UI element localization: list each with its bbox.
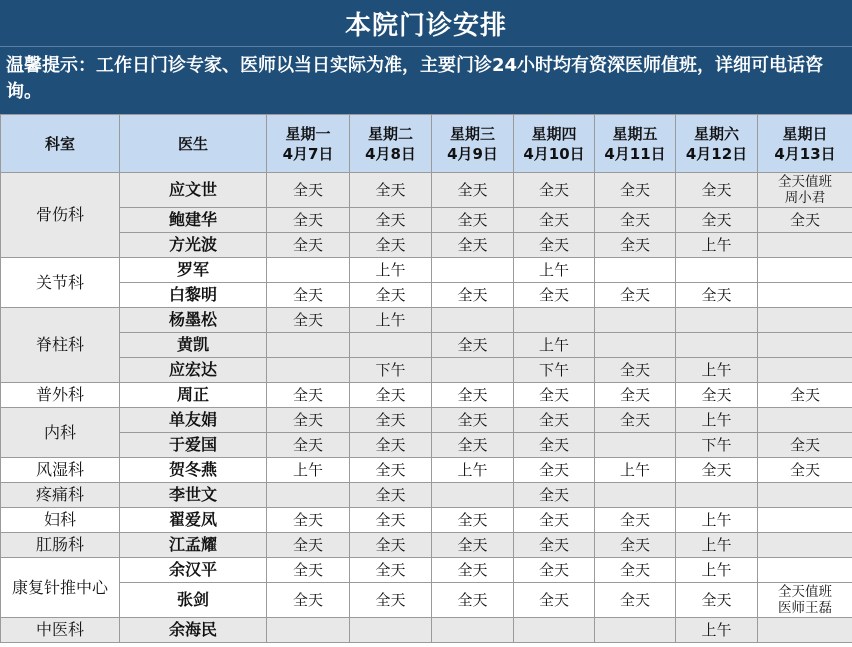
schedule-cell: 全天 xyxy=(350,408,432,433)
schedule-cell: 全天 xyxy=(595,283,676,308)
schedule-cell: 全天 xyxy=(267,283,350,308)
schedule-cell xyxy=(676,483,758,508)
schedule-cell-line: 医师王磊 xyxy=(778,600,832,616)
schedule-cell: 全天 xyxy=(758,458,852,483)
department-cell: 肛肠科 xyxy=(1,533,120,558)
schedule-cell: 全天 xyxy=(350,233,432,258)
schedule-cell: 全天 xyxy=(432,173,514,208)
schedule-cell: 上午 xyxy=(514,333,595,358)
header-day-tue xyxy=(350,115,432,173)
schedule-cell: 全天 xyxy=(432,233,514,258)
schedule-cell: 全天 xyxy=(514,508,595,533)
schedule-cell: 全天 xyxy=(350,458,432,483)
schedule-cell xyxy=(267,358,350,383)
schedule-cell xyxy=(758,583,852,618)
schedule-cell xyxy=(595,258,676,283)
schedule-cell: 上午 xyxy=(432,458,514,483)
department-cell: 普外科 xyxy=(1,383,120,408)
schedule-table xyxy=(0,114,852,643)
schedule-cell: 上午 xyxy=(676,508,758,533)
header-day-sun xyxy=(758,115,852,173)
schedule-cell: 上午 xyxy=(350,258,432,283)
schedule-cell xyxy=(676,258,758,283)
schedule-cell: 全天 xyxy=(267,408,350,433)
schedule-cell: 全天 xyxy=(514,233,595,258)
doctor-name-cell: 余汉平 xyxy=(120,558,267,583)
date-label: 4月12日 xyxy=(685,144,748,163)
table-row xyxy=(1,233,852,258)
schedule-cell xyxy=(758,483,852,508)
schedule-cell xyxy=(758,233,852,258)
schedule-cell xyxy=(595,618,676,643)
date-label: 4月9日 xyxy=(447,144,498,163)
table-row xyxy=(1,173,852,208)
schedule-cell-line: 全天值班 xyxy=(778,174,832,190)
table-row xyxy=(1,433,852,458)
schedule-cell: 全天 xyxy=(432,283,514,308)
schedule-cell xyxy=(350,333,432,358)
table-row xyxy=(1,408,852,433)
weekday-label: 星期六 xyxy=(693,124,739,143)
date-label: 4月11日 xyxy=(604,144,666,163)
schedule-cell: 全天 xyxy=(267,433,350,458)
table-row xyxy=(1,558,852,583)
schedule-cell: 全天 xyxy=(350,533,432,558)
schedule-cell: 全天 xyxy=(350,483,432,508)
doctor-name-cell: 黄凯 xyxy=(120,333,267,358)
schedule-cell xyxy=(432,483,514,508)
table-row xyxy=(1,283,852,308)
schedule-cell: 全天 xyxy=(758,208,852,233)
doctor-name-cell: 翟爱凤 xyxy=(120,508,267,533)
date-label: 4月13日 xyxy=(774,144,836,163)
schedule-cell: 全天 xyxy=(595,173,676,208)
schedule-cell: 全天 xyxy=(350,283,432,308)
schedule-cell: 全天 xyxy=(267,558,350,583)
schedule-cell: 全天 xyxy=(595,508,676,533)
schedule-cell xyxy=(514,618,595,643)
schedule-cell: 全天 xyxy=(514,408,595,433)
schedule-cell: 上午 xyxy=(676,408,758,433)
schedule-cell: 全天 xyxy=(514,433,595,458)
doctor-name-cell: 单友娟 xyxy=(120,408,267,433)
schedule-cell: 全天 xyxy=(267,233,350,258)
schedule-cell xyxy=(267,618,350,643)
doctor-name-cell: 鲍建华 xyxy=(120,208,267,233)
schedule-cell xyxy=(432,358,514,383)
schedule-cell: 全天 xyxy=(350,433,432,458)
schedule-cell: 全天 xyxy=(514,458,595,483)
department-cell: 风湿科 xyxy=(1,458,120,483)
table-row xyxy=(1,483,852,508)
schedule-cell: 全天 xyxy=(267,383,350,408)
weekday-label: 星期一 xyxy=(285,124,331,143)
schedule-cell: 上午 xyxy=(676,558,758,583)
header-day-thu xyxy=(514,115,595,173)
header-day-mon xyxy=(267,115,350,173)
notice-text: 温馨提示：工作日门诊专家、医师以当日实际为准，主要门诊24小时均有资深医师值班，详细可电话咨询。 xyxy=(0,46,852,114)
doctor-name-cell: 贺冬燕 xyxy=(120,458,267,483)
schedule-cell: 全天 xyxy=(676,458,758,483)
schedule-cell xyxy=(758,283,852,308)
schedule-cell: 全天 xyxy=(267,508,350,533)
table-row xyxy=(1,358,852,383)
schedule-cell: 全天 xyxy=(350,508,432,533)
schedule-cell: 全天 xyxy=(595,533,676,558)
doctor-name-cell: 于爱国 xyxy=(120,433,267,458)
schedule-cell xyxy=(595,433,676,458)
schedule-cell: 全天 xyxy=(758,383,852,408)
schedule-body xyxy=(1,173,852,643)
table-row xyxy=(1,508,852,533)
schedule-cell: 全天 xyxy=(350,173,432,208)
weekday-label: 星期日 xyxy=(782,124,828,143)
schedule-cell xyxy=(758,533,852,558)
department-cell: 脊柱科 xyxy=(1,308,120,383)
department-cell: 妇科 xyxy=(1,508,120,533)
schedule-cell xyxy=(758,508,852,533)
schedule-cell xyxy=(350,618,432,643)
schedule-cell xyxy=(267,258,350,283)
schedule-cell: 下午 xyxy=(514,358,595,383)
doctor-name-cell: 余海民 xyxy=(120,618,267,643)
department-cell: 疼痛科 xyxy=(1,483,120,508)
schedule-cell: 全天 xyxy=(432,383,514,408)
schedule-cell xyxy=(514,308,595,333)
schedule-cell xyxy=(432,308,514,333)
department-cell: 中医科 xyxy=(1,618,120,643)
schedule-cell: 全天 xyxy=(267,533,350,558)
table-row xyxy=(1,533,852,558)
schedule-cell: 全天 xyxy=(514,583,595,618)
schedule-cell: 全天 xyxy=(514,558,595,583)
weekday-label: 星期二 xyxy=(367,124,413,143)
schedule-cell: 全天 xyxy=(432,533,514,558)
department-cell: 骨伤科 xyxy=(1,173,120,258)
date-label: 4月7日 xyxy=(282,144,334,163)
schedule-cell xyxy=(432,618,514,643)
doctor-name-cell: 方光波 xyxy=(120,233,267,258)
schedule-cell: 全天 xyxy=(350,558,432,583)
weekday-label: 星期四 xyxy=(531,124,577,143)
schedule-cell: 全天 xyxy=(432,433,514,458)
schedule-cell xyxy=(758,408,852,433)
schedule-cell: 全天 xyxy=(676,208,758,233)
doctor-name-cell: 张剑 xyxy=(120,583,267,618)
department-cell: 内科 xyxy=(1,408,120,458)
schedule-cell: 全天 xyxy=(267,308,350,333)
date-label: 4月8日 xyxy=(365,144,416,163)
schedule-cell: 上午 xyxy=(267,458,350,483)
schedule-cell xyxy=(758,173,852,208)
schedule-cell: 全天 xyxy=(595,583,676,618)
schedule-cell: 全天 xyxy=(514,533,595,558)
department-cell: 关节科 xyxy=(1,258,120,308)
schedule-cell: 全天 xyxy=(432,558,514,583)
table-row xyxy=(1,618,852,643)
schedule-cell xyxy=(758,258,852,283)
schedule-cell: 全天 xyxy=(514,383,595,408)
schedule-cell: 全天 xyxy=(267,208,350,233)
doctor-name-cell: 李世文 xyxy=(120,483,267,508)
schedule-cell: 全天 xyxy=(350,583,432,618)
schedule-cell xyxy=(758,558,852,583)
doctor-name-cell: 应宏达 xyxy=(120,358,267,383)
header-doctor: 医生 xyxy=(120,115,267,173)
schedule-cell: 上午 xyxy=(676,533,758,558)
schedule-cell-line: 全天值班 xyxy=(778,584,832,600)
doctor-name-cell: 应文世 xyxy=(120,173,267,208)
schedule-cell: 全天 xyxy=(432,333,514,358)
schedule-cell: 上午 xyxy=(676,618,758,643)
schedule-cell: 全天 xyxy=(350,208,432,233)
schedule-cell: 全天 xyxy=(514,173,595,208)
schedule-cell xyxy=(676,308,758,333)
schedule-cell: 上午 xyxy=(514,258,595,283)
weekday-label: 星期三 xyxy=(449,124,495,143)
schedule-cell: 全天 xyxy=(595,233,676,258)
schedule-cell: 全天 xyxy=(350,383,432,408)
schedule-cell: 上午 xyxy=(350,308,432,333)
schedule-cell: 全天 xyxy=(676,173,758,208)
header-dept: 科室 xyxy=(1,115,120,173)
schedule-cell: 全天 xyxy=(676,583,758,618)
schedule-cell: 全天 xyxy=(267,173,350,208)
schedule-cell xyxy=(676,333,758,358)
table-row xyxy=(1,258,852,283)
schedule-cell xyxy=(595,483,676,508)
schedule-cell: 上午 xyxy=(676,233,758,258)
doctor-name-cell: 白黎明 xyxy=(120,283,267,308)
schedule-cell xyxy=(758,308,852,333)
table-row xyxy=(1,583,852,618)
page-title: 本院门诊安排 xyxy=(0,0,852,46)
schedule-cell: 全天 xyxy=(514,483,595,508)
header-day-wed xyxy=(432,115,514,173)
schedule-cell: 下午 xyxy=(676,433,758,458)
schedule-cell: 上午 xyxy=(676,358,758,383)
department-cell: 康复针推中心 xyxy=(1,558,120,618)
doctor-name-cell: 周正 xyxy=(120,383,267,408)
doctor-name-cell: 杨墨松 xyxy=(120,308,267,333)
schedule-cell: 上午 xyxy=(595,458,676,483)
schedule-cell: 全天 xyxy=(595,558,676,583)
schedule-cell: 全天 xyxy=(676,283,758,308)
schedule-cell: 全天 xyxy=(595,408,676,433)
schedule-cell: 全天 xyxy=(676,383,758,408)
schedule-cell xyxy=(432,258,514,283)
schedule-cell: 全天 xyxy=(514,208,595,233)
schedule-cell: 下午 xyxy=(350,358,432,383)
schedule-cell xyxy=(758,358,852,383)
schedule-cell: 全天 xyxy=(267,583,350,618)
schedule-cell: 全天 xyxy=(595,383,676,408)
schedule-cell: 全天 xyxy=(432,508,514,533)
table-row xyxy=(1,308,852,333)
schedule-cell: 全天 xyxy=(432,208,514,233)
table-row xyxy=(1,208,852,233)
schedule-cell: 全天 xyxy=(432,583,514,618)
schedule-cell: 全天 xyxy=(758,433,852,458)
schedule-cell xyxy=(595,308,676,333)
header-day-sat xyxy=(676,115,758,173)
schedule-cell-line: 周小君 xyxy=(784,190,826,206)
doctor-name-cell: 罗军 xyxy=(120,258,267,283)
table-row xyxy=(1,333,852,358)
schedule-cell: 全天 xyxy=(514,283,595,308)
schedule-cell xyxy=(758,333,852,358)
schedule-cell xyxy=(267,333,350,358)
header-row xyxy=(1,115,852,173)
schedule-cell: 全天 xyxy=(595,208,676,233)
schedule-cell: 全天 xyxy=(595,358,676,383)
schedule-cell xyxy=(758,618,852,643)
table-row xyxy=(1,383,852,408)
date-label: 4月10日 xyxy=(523,144,585,163)
schedule-cell xyxy=(267,483,350,508)
schedule-cell xyxy=(595,333,676,358)
doctor-name-cell: 江孟耀 xyxy=(120,533,267,558)
weekday-label: 星期五 xyxy=(612,124,658,143)
table-row xyxy=(1,458,852,483)
schedule-cell: 全天 xyxy=(432,408,514,433)
header-day-fri xyxy=(595,115,676,173)
